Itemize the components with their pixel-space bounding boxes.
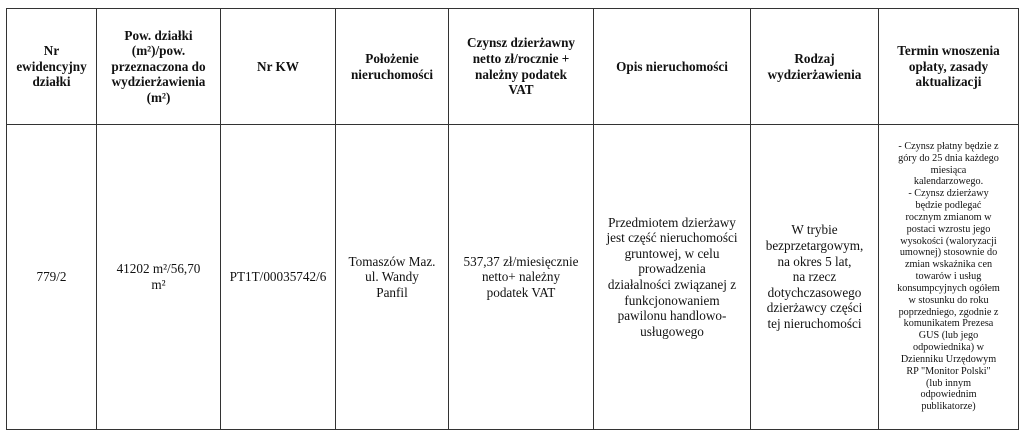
text-line: Przedmiotem dzierżawy bbox=[608, 214, 736, 230]
text-line: W trybie bbox=[791, 222, 838, 238]
text-line: netto zł/rocznie + bbox=[472, 50, 570, 66]
text-line: - Czynsz dzierżawy bbox=[908, 188, 989, 200]
text-line: - Czynsz płatny będzie z bbox=[898, 140, 999, 152]
text-line: ewidencyjny bbox=[16, 58, 87, 74]
text-line: (m²)/pow. bbox=[131, 43, 186, 59]
header-payment-terms bbox=[879, 9, 1019, 125]
text-line: gruntowej, w celu bbox=[624, 245, 720, 261]
text-line: netto+ należny bbox=[481, 269, 561, 285]
text-line: Nr KW bbox=[257, 58, 299, 74]
text-line: PT1T/00035742/6 bbox=[229, 269, 327, 285]
text-line: pawilonu handlowo- bbox=[617, 308, 727, 324]
header-row bbox=[7, 9, 1019, 125]
header-land-register bbox=[221, 9, 336, 125]
text-line: m² bbox=[151, 277, 166, 292]
text-line: działki bbox=[32, 74, 71, 90]
text-line: Opis nieruchomości bbox=[616, 58, 728, 74]
text-line: rocznym zmianom w bbox=[905, 211, 992, 223]
text-line: GUS (lub jego bbox=[918, 330, 979, 342]
text-line: wydzierżawienia bbox=[111, 74, 206, 90]
text-line: prowadzenia bbox=[638, 261, 706, 277]
cell-rent bbox=[449, 125, 594, 430]
cell-lease-type bbox=[751, 125, 879, 430]
text-line: funkcjonowaniem bbox=[624, 292, 720, 308]
header-location bbox=[336, 9, 449, 125]
header-parcel-number bbox=[7, 9, 97, 125]
text-line: bezprzetargowym, bbox=[765, 238, 864, 254]
lease-table bbox=[6, 8, 1019, 430]
text-line: Dzienniku Urzędowym bbox=[900, 353, 997, 365]
cell-area bbox=[97, 125, 221, 430]
text-line: aktualizacji bbox=[915, 74, 982, 90]
text-line: (lub innym bbox=[926, 377, 971, 389]
text-line: publikatorze) bbox=[921, 401, 976, 413]
text-line: umownej) stosownie do bbox=[899, 247, 998, 259]
text-line: Termin wnoszenia bbox=[897, 43, 1000, 59]
text-line: 537,37 zł/miesięcznie bbox=[463, 253, 579, 269]
document-page bbox=[6, 8, 1019, 430]
text-line: Położenie bbox=[365, 50, 419, 66]
text-line: Panfil bbox=[376, 284, 408, 300]
text-line: Rodzaj bbox=[794, 50, 835, 66]
cell-description bbox=[594, 125, 751, 430]
text-line: opłaty, zasady bbox=[908, 58, 989, 74]
cell-payment-terms bbox=[879, 125, 1019, 430]
text-line: na okres 5 lat, bbox=[777, 253, 852, 269]
header-lease-type bbox=[751, 9, 879, 125]
text-line: Nr bbox=[43, 43, 60, 59]
text-line: wydzierżawienia bbox=[767, 66, 862, 82]
text-line: w stosunku do roku bbox=[908, 294, 989, 306]
cell-land-register bbox=[221, 125, 336, 430]
text-line: miesiąca bbox=[930, 164, 967, 176]
text-line: 779/2 bbox=[36, 269, 67, 285]
text-line: będzie podlegać bbox=[915, 200, 982, 212]
text-line: jest część nieruchomości bbox=[606, 230, 738, 246]
text-line: 41202 m²/56,70 bbox=[116, 261, 201, 277]
header-area bbox=[97, 9, 221, 125]
text-line: należny podatek bbox=[475, 66, 567, 82]
text-line: postaci wzrostu jego bbox=[906, 223, 991, 235]
text-line: ul. Wandy bbox=[365, 269, 419, 285]
text-line: wysokości (waloryzacji bbox=[900, 235, 997, 247]
text-line: podatek VAT bbox=[486, 284, 556, 300]
text-line: usługowego bbox=[640, 323, 704, 339]
text-line: góry do 25 dnia każdego bbox=[898, 152, 999, 164]
text-line: nieruchomości bbox=[350, 66, 434, 82]
text-line: odpowiednika) w bbox=[912, 342, 984, 354]
cell-parcel-number bbox=[7, 125, 97, 430]
text-line: dotychczasowego bbox=[767, 284, 862, 300]
text-line: działalności związanej z bbox=[607, 277, 737, 292]
text-line: (m²) bbox=[146, 89, 171, 105]
text-line: RP "Monitor Polski" bbox=[906, 365, 991, 377]
text-line: tej nieruchomości bbox=[767, 315, 862, 331]
table-row bbox=[7, 125, 1019, 430]
text-line: odpowiednim bbox=[920, 389, 977, 401]
text-line: kalendarzowego. bbox=[913, 176, 984, 188]
text-line: towarów i usług bbox=[915, 271, 982, 283]
text-line: Czynsz dzierżawny bbox=[466, 35, 576, 51]
text-line: poprzedniego, zgodnie z bbox=[898, 306, 999, 318]
text-line: konsumpcyjnych ogółem bbox=[897, 282, 1000, 294]
text-line: Tomaszów Maz. bbox=[348, 253, 436, 269]
header-rent bbox=[449, 9, 594, 125]
text-line: Pow. działki bbox=[124, 27, 193, 43]
text-line: VAT bbox=[508, 82, 534, 98]
text-line: komunikatem Prezesa bbox=[903, 318, 994, 330]
text-line: na rzecz bbox=[792, 269, 837, 285]
header-description bbox=[594, 9, 751, 125]
text-line: dzierżawcy części bbox=[766, 300, 863, 316]
text-line: zmian wskaźnika cen bbox=[904, 259, 993, 271]
cell-location bbox=[336, 125, 449, 430]
text-line: przeznaczona do bbox=[111, 58, 206, 74]
